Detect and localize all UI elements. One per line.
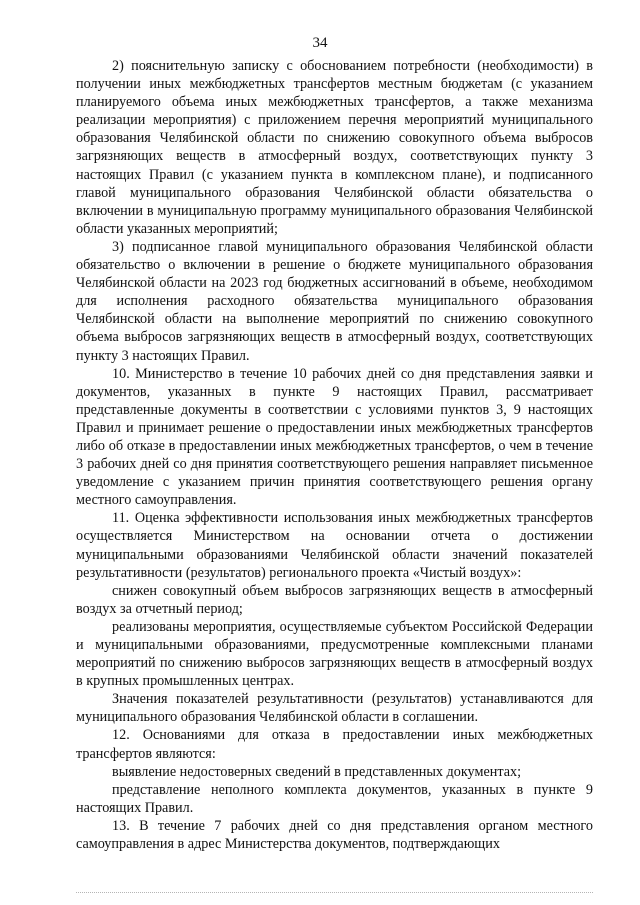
paragraph-refusal-false-info: выявление недостоверных сведений в представленных документах; xyxy=(112,763,522,780)
document-body xyxy=(76,57,593,853)
paragraph-indicator-values: Значения показателей результативности (результатов) устанавливаются для муниципального образования Челябинской области в соглашении. xyxy=(76,691,593,726)
page-number: 34 xyxy=(312,35,328,51)
paragraph-indicator-measures: реализованы мероприятия, осуществляемые субъектом Российской Федерации и муниципальными образованиями, предусмотренные комплексными планами мероприятий по снижению выбросов загрязняющих веществ в атмосферный воздух в крупных промышленных центрах. xyxy=(76,618,593,690)
paragraph-clause-11: 11. Оценка эффективности использования иных межбюджетных трансфертов осуществляется Министерством на основании отчета о достижении муниципальными образованиями Челябинской области значений показателей результативности (результатов) регионального проекта «Чистый воздух»: xyxy=(76,510,593,581)
paragraph-clause-12: 12. Основаниями для отказа в предоставлении иных межбюджетных трансфертов являются: xyxy=(76,727,593,762)
paragraph-indicator-emissions: снижен совокупный объем выбросов загрязняющих веществ в атмосферный воздух за отчетный период; xyxy=(76,582,593,617)
paragraph-clause-10: 10. Министерство в течение 10 рабочих дней со дня представления заявки и документов, указанных в пункте 9 настоящих Правил, рассматривает представленные документы в соответствии с условиями пунктов 3, 9 настоящих Правил и принимает решение о предоставлении иных межбюджетных трансфертов либо об отказе в предоставлении иных межбюджетных трансфертов, о чем в течение 3 рабочих дней со дня принятия соответствующего решения направляет письменное уведомление с указанием причин принятия соответствующего решения органу местного самоуправления. xyxy=(76,365,593,509)
paragraph-explanatory-note: 2) пояснительную записку с обоснованием потребности (необходимости) в получении иных межбюджетных трансфертов местным бюджетам (с указанием планируемого объема иных межбюджетных трансфертов, а также механизма реализации мероприятия) с приложением перечня мероприятий муниципального образования Челябинской области по снижению совокупного объема выбросов загрязняющих веществ в атмосферный воздух, соответствующих пункту 3 настоящих Правил (с указанием пункта в комплексном плане), и подписанного главой муниципального образования Челябинской области обязательства о включении в муниципальную программу муниципального образования Челябинской области указанных мероприятий; xyxy=(76,58,593,237)
paragraph-refusal-incomplete: представление неполного комплекта документов, указанных в пункте 9 настоящих Правил. xyxy=(76,781,593,816)
paragraph-signed-obligation: 3) подписанное главой муниципального образования Челябинской области обязательство о включении в решение о бюджете муниципального образования Челябинской области на 2023 год бюджетных ассигнований в объеме, необходимом для исполнения расходного обязательства муниципального образования Челябинской области на выполнение мероприятий по снижению совокупного объема выбросов загрязняющих веществ в атмосферный воздух, соответствующих пункту 3 настоящих Правил. xyxy=(76,238,593,364)
bottom-divider xyxy=(76,892,593,893)
paragraph-clause-13: 13. В течение 7 рабочих дней со дня представления органом местного самоуправления в адрес Министерства документов, подтверждающих xyxy=(76,817,593,853)
